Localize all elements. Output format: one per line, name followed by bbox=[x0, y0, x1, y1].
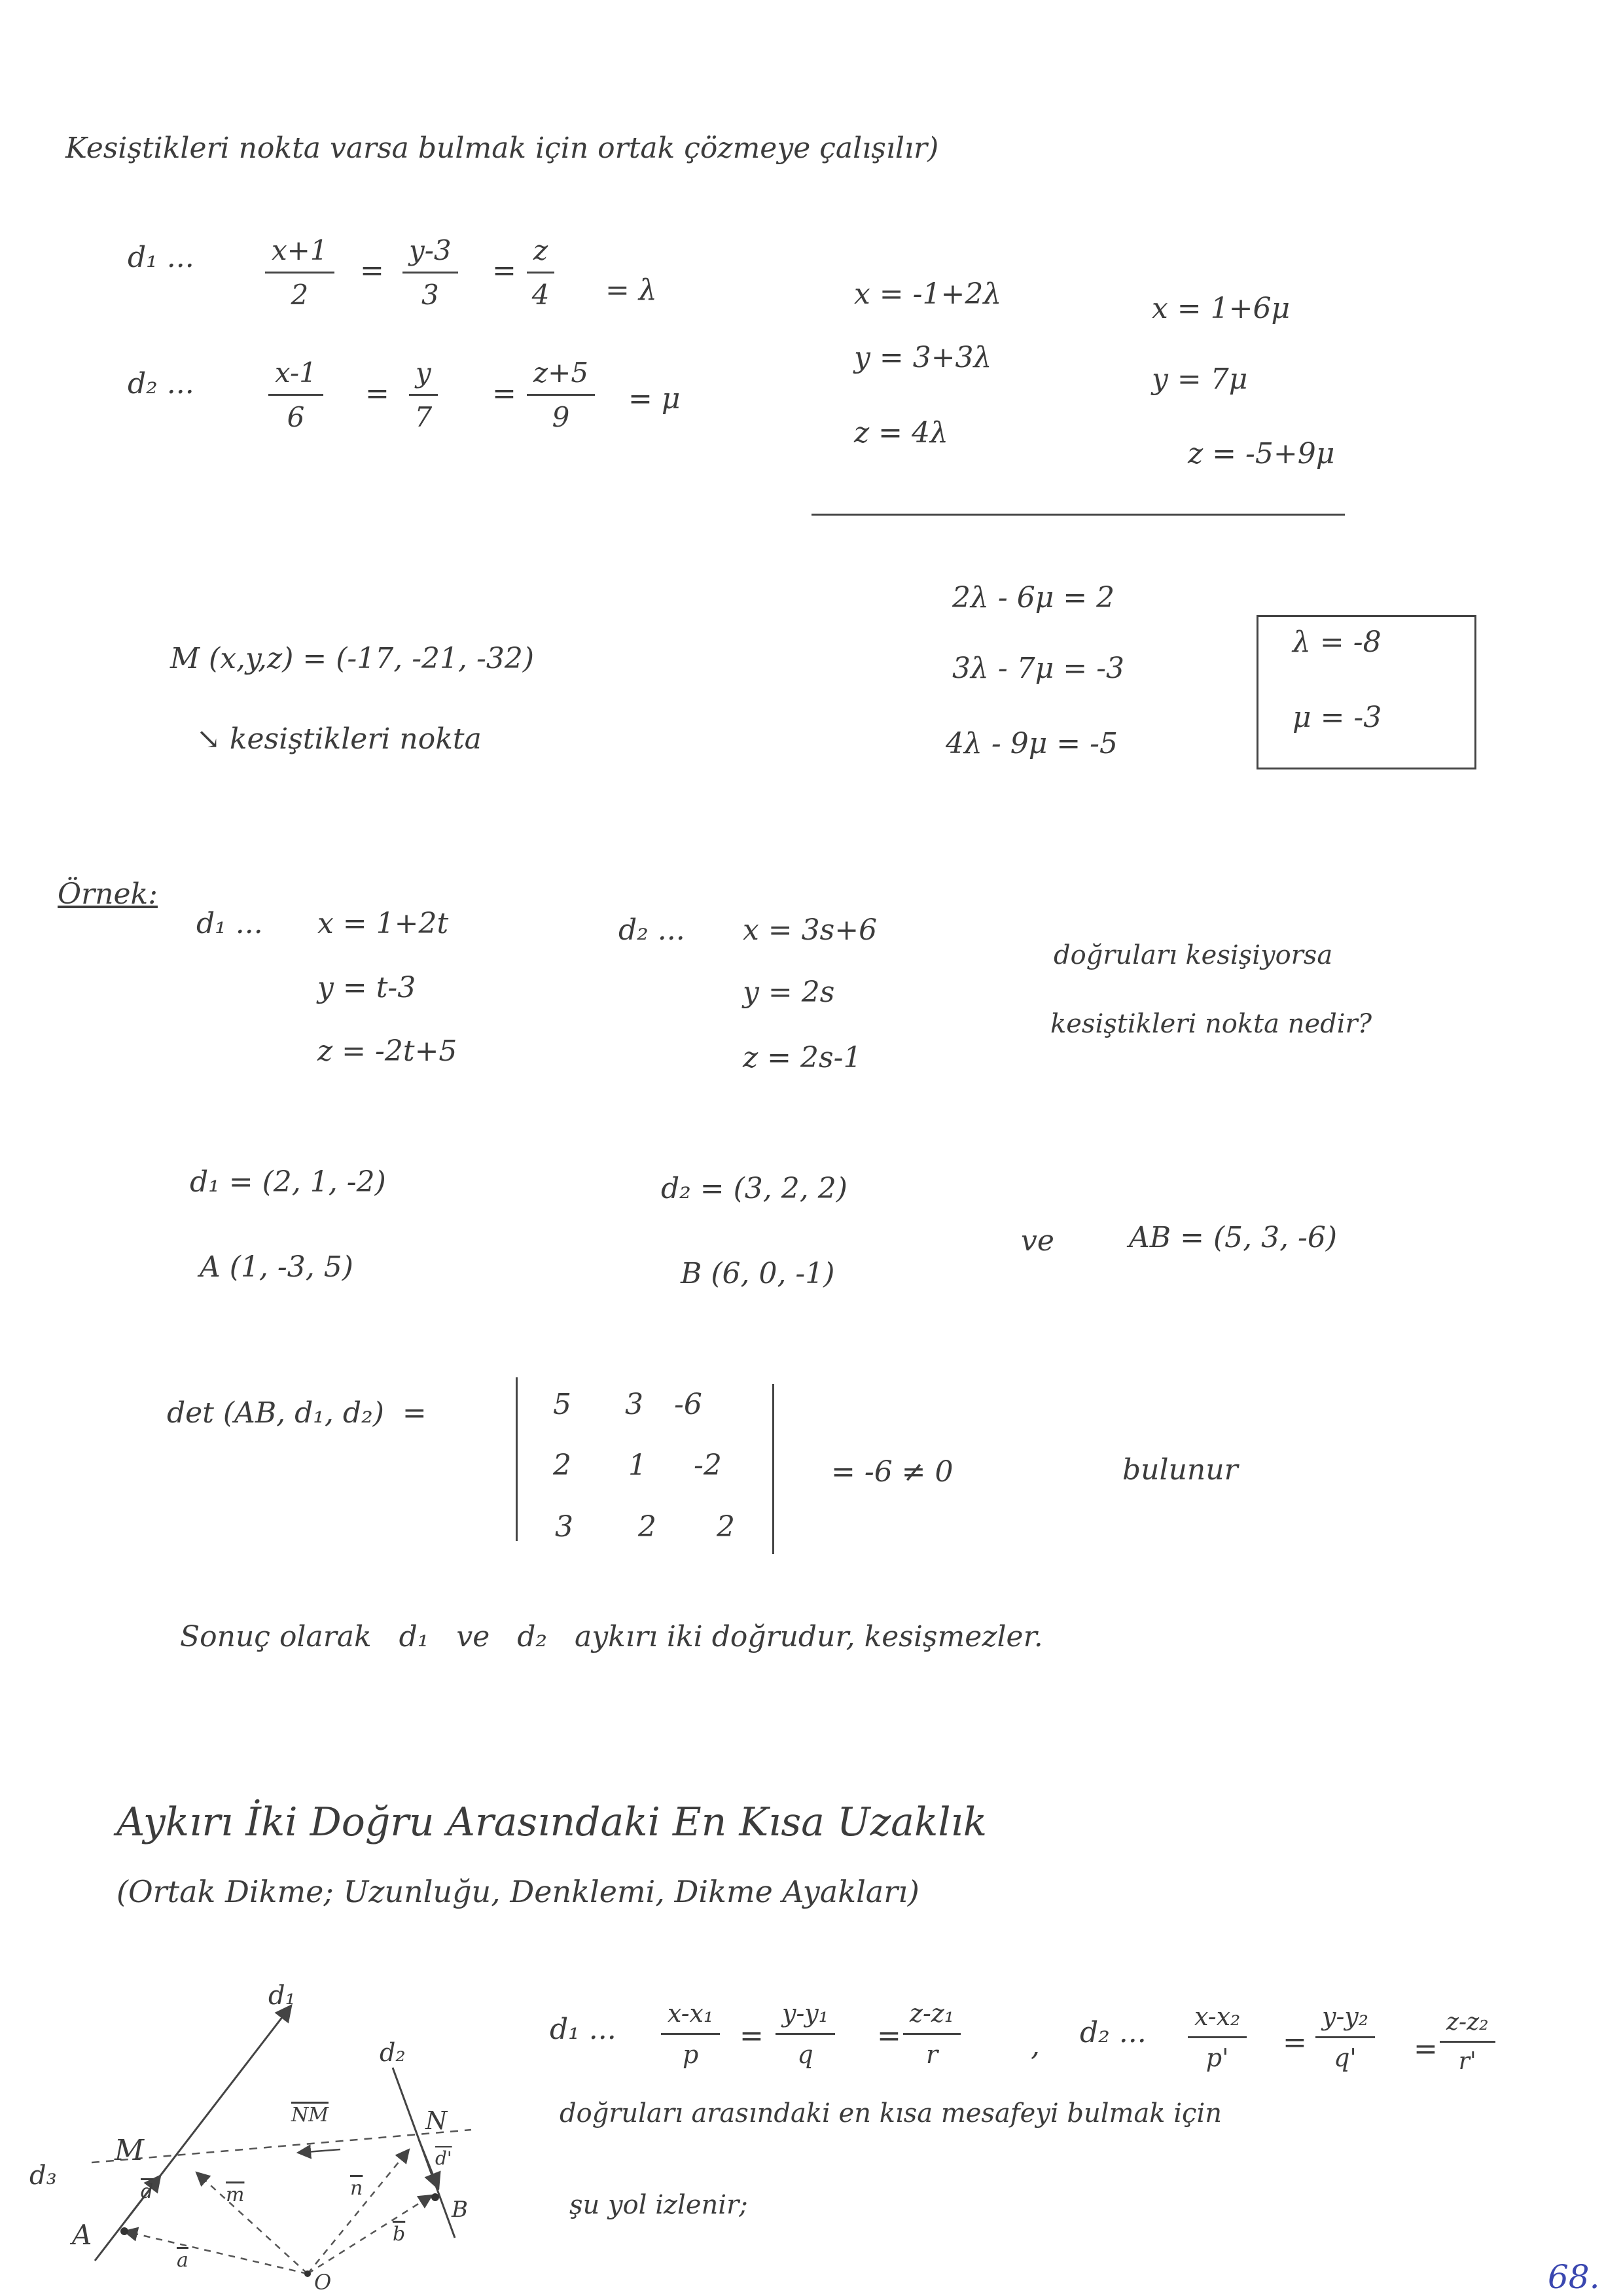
det-word: bulunur bbox=[1122, 1453, 1238, 1487]
example-vec-d1: d₁ = (2, 1, -2) bbox=[190, 1165, 386, 1199]
example-point-b: B (6, 0, -1) bbox=[681, 1257, 835, 1290]
example-det-label: det (AB, d₁, d₂) = bbox=[167, 1396, 427, 1430]
intro-d1-frac-1: $\frac{x+1}{2}$ bbox=[265, 234, 334, 311]
equals-sign: = bbox=[492, 254, 516, 287]
section-text-2: şu yol izlenir; bbox=[569, 2190, 748, 2220]
intro-d1-frac-2: $\frac{y-3}{3}$ bbox=[402, 234, 458, 311]
intro-d2-frac-3: $\frac{z+5}{9}$ bbox=[527, 357, 595, 433]
intro-eq1-z: z = 4λ bbox=[854, 416, 948, 450]
section-d1-label: d₁ ... bbox=[550, 2013, 616, 2046]
intro-d2-frac-1: $\frac{x-1}{6}$ bbox=[268, 357, 323, 433]
fig-label-d1: d₁ bbox=[268, 1981, 296, 2011]
section-subtitle: (Ortak Dikme; Uzunluğu, Denklemi, Dikme Ayakları) bbox=[116, 1874, 919, 1909]
intro-system-2: 3λ - 7μ = -3 bbox=[952, 652, 1125, 685]
section-d2-frac-2: $\frac{\text{y-y₂}}{q'}$ bbox=[1315, 2002, 1375, 2072]
intersection-point: M (x,y,z) = (-17, -21, -32) bbox=[170, 642, 535, 675]
fig-label-d2: d₂ bbox=[380, 2038, 406, 2067]
det-result: = -6 ≠ 0 bbox=[831, 1455, 954, 1489]
example-label: Örnek: bbox=[58, 877, 158, 911]
example-conclusion: Sonuç olarak d₁ ve d₂ aykırı iki doğrudur, kesişmezler. bbox=[180, 1620, 1043, 1653]
intro-eq2-y: y = 7μ bbox=[1152, 362, 1248, 396]
example-vec-d2: d₂ = (3, 2, 2) bbox=[661, 1172, 847, 1205]
intro-system-1: 2λ - 6μ = 2 bbox=[952, 581, 1115, 614]
intro-d1-frac-3: $\frac{z}{4}$ bbox=[527, 234, 554, 311]
section-d2-label: d₂ ... bbox=[1080, 2016, 1147, 2049]
point-a bbox=[120, 2227, 128, 2235]
point-o bbox=[304, 2270, 311, 2277]
solution-mu: μ = -3 bbox=[1293, 701, 1382, 734]
fig-label-o: O bbox=[314, 2270, 332, 2295]
vector-n bbox=[308, 2149, 409, 2274]
fig-label-nm: $\overline{NM}$ bbox=[291, 2104, 329, 2127]
line-d3 bbox=[92, 2130, 471, 2167]
matrix-cell: 1 bbox=[628, 1449, 647, 1482]
matrix-cell: 2 bbox=[638, 1510, 656, 1544]
matrix-cell: 3 bbox=[555, 1510, 573, 1544]
matrix-cell: 2 bbox=[717, 1510, 735, 1544]
intro-eq2-x: x = 1+6μ bbox=[1152, 292, 1291, 325]
section-d2-frac-3: $\frac{\text{z-z₂}}{r'}$ bbox=[1440, 2009, 1495, 2075]
section-title: Aykırı İki Doğru Arasındaki En Kısa Uzaklık bbox=[116, 1799, 988, 1845]
example-d2-z: z = 2s-1 bbox=[743, 1041, 862, 1074]
section-text-1: doğruları arasındaki en kısa mesafeyi bulmak için bbox=[560, 2098, 1222, 2128]
intro-eq2-z: z = -5+9μ bbox=[1188, 437, 1335, 470]
fig-label-d-vec: $\overline{d}$ bbox=[141, 2180, 154, 2203]
intro-d1-param: = λ bbox=[605, 274, 657, 307]
intersection-note: ↘ kesiştikleri nokta bbox=[196, 722, 482, 756]
fig-label-a: A bbox=[72, 2219, 92, 2251]
intro-d2-param: = μ bbox=[628, 382, 681, 415]
matrix-cell: 2 bbox=[553, 1449, 571, 1482]
matrix-cell: -2 bbox=[694, 1449, 722, 1482]
example-d2-x: x = 3s+6 bbox=[743, 913, 878, 947]
vector-nm bbox=[298, 2149, 340, 2153]
vector-a bbox=[124, 2231, 308, 2274]
fig-label-b: B bbox=[452, 2197, 468, 2223]
fig-label-b-vec: $\overline{b}$ bbox=[393, 2223, 406, 2246]
fig-label-d3: d₃ bbox=[29, 2161, 57, 2191]
fig-label-m-vec: $\overline{m}$ bbox=[226, 2183, 245, 2206]
example-question-1: doğruları kesişiyorsa bbox=[1054, 940, 1333, 970]
line-d1 bbox=[95, 2005, 291, 2261]
example-d2-y: y = 2s bbox=[743, 976, 835, 1009]
section-comma: , bbox=[1031, 2029, 1040, 2062]
fig-label-a-vec: $\overline{a}$ bbox=[177, 2249, 188, 2272]
intro-sentence: Kesiştikleri nokta varsa bulmak için ortak çözmeye çalışılır) bbox=[65, 132, 939, 165]
example-d1-label: d₁ ... bbox=[196, 907, 263, 940]
intro-eq1-y: y = 3+3λ bbox=[854, 341, 992, 374]
matrix-cell: -6 bbox=[674, 1388, 702, 1421]
solution-lambda: λ = -8 bbox=[1293, 626, 1382, 659]
matrix-cell: 3 bbox=[625, 1388, 643, 1421]
example-d1-x: x = 1+2t bbox=[317, 907, 449, 940]
intro-system-3: 4λ - 9μ = -5 bbox=[946, 727, 1118, 760]
example-point-a: A (1, -3, 5) bbox=[200, 1250, 353, 1284]
example-d1-z: z = -2t+5 bbox=[317, 1034, 457, 1068]
fig-label-n-vec: $\overline{n}$ bbox=[350, 2177, 363, 2200]
equals-sign: = bbox=[365, 377, 389, 410]
page-number: 68. bbox=[1548, 2258, 1600, 2296]
equals-sign: = bbox=[1414, 2032, 1438, 2066]
example-vec-ab: AB = (5, 3, -6) bbox=[1129, 1221, 1338, 1254]
intro-d1-label: d₁ ... bbox=[128, 241, 194, 274]
intro-d2-label: d₂ ... bbox=[128, 367, 194, 400]
section-d1-frac-2: $\frac{\text{y-y₁}}{q}$ bbox=[776, 1999, 835, 2069]
equals-sign: = bbox=[492, 377, 516, 410]
point-b bbox=[431, 2193, 439, 2201]
section-d1-frac-3: $\frac{\text{z-z₁}}{r}$ bbox=[903, 1999, 961, 2069]
equals-sign: = bbox=[1283, 2026, 1307, 2059]
example-d1-y: y = t-3 bbox=[317, 971, 416, 1004]
example-ve: ve bbox=[1021, 1224, 1054, 1258]
fig-label-d2-vec: d' bbox=[435, 2147, 452, 2169]
section-d2-frac-1: $\frac{\text{x-x₂}}{p'}$ bbox=[1188, 2002, 1247, 2072]
matrix-cell: 5 bbox=[553, 1388, 571, 1421]
vector-m bbox=[196, 2172, 308, 2274]
equals-sign: = bbox=[740, 2019, 764, 2053]
example-d2-label: d₂ ... bbox=[618, 913, 685, 947]
section-d1-frac-1: $\frac{\text{x-x₁}}{p}$ bbox=[661, 1999, 720, 2069]
example-question-2: kesiştikleri nokta nedir? bbox=[1050, 1009, 1372, 1039]
equals-sign: = bbox=[360, 254, 384, 287]
fig-label-n: N bbox=[425, 2106, 448, 2135]
vector-b bbox=[308, 2195, 432, 2274]
intro-d2-frac-2: $\frac{y}{7}$ bbox=[409, 357, 438, 433]
equals-sign: = bbox=[877, 2019, 901, 2053]
fig-label-m: M bbox=[115, 2134, 145, 2167]
intro-eq1-x: x = -1+2λ bbox=[854, 277, 1002, 311]
